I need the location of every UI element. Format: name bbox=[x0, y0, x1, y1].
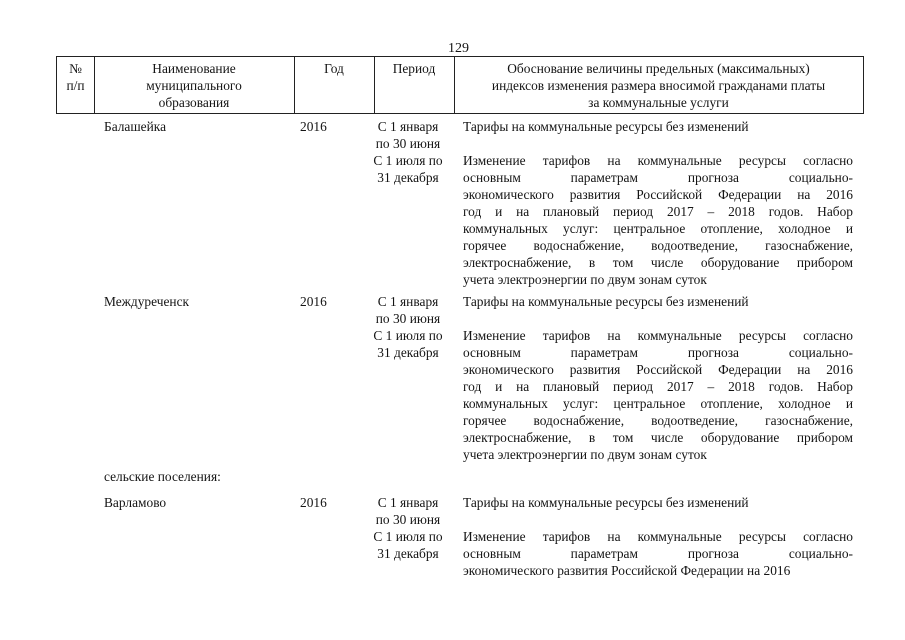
period-second-half bbox=[363, 152, 453, 186]
period-line: С 1 января bbox=[377, 495, 439, 510]
header-period: Период bbox=[392, 61, 436, 76]
justification-second bbox=[463, 528, 853, 579]
section-heading: сельские поселения: bbox=[104, 469, 221, 484]
justification-line: основным параметрам прогноза социально- bbox=[463, 546, 853, 561]
period-line: С 1 января bbox=[377, 119, 439, 134]
justification-line: горячее водоснабжение, водоотведение, газоснабжение, bbox=[463, 413, 853, 428]
justification-line: Изменение тарифов на коммунальные ресурсы согласно bbox=[463, 153, 853, 168]
header-name-line: муниципального bbox=[146, 78, 242, 93]
municipality-name: Балашейка bbox=[104, 119, 167, 134]
header-justification-line: Обоснование величины предельных (максимальных) bbox=[507, 61, 810, 76]
justification-first: Тарифы на коммунальные ресурсы без изменений bbox=[463, 294, 749, 309]
header-justification bbox=[454, 57, 863, 113]
municipality-name: Варламово bbox=[104, 495, 167, 510]
justification-first: Тарифы на коммунальные ресурсы без изменений bbox=[463, 119, 749, 134]
period-line: 31 декабря bbox=[377, 345, 439, 360]
justification-line: учета электроэнергии по двум зонам суток bbox=[463, 447, 707, 462]
period-line: по 30 июня bbox=[375, 311, 441, 326]
header-name bbox=[94, 57, 294, 113]
header-justification-line: за коммунальные услуги bbox=[588, 95, 729, 110]
justification-line: экономического развития Российской Федерации на 2016 bbox=[463, 563, 791, 578]
justification-line: основным параметрам прогноза социально- bbox=[463, 170, 853, 185]
period-first-half bbox=[363, 293, 453, 327]
header-number bbox=[57, 57, 94, 113]
justification-line: год и на плановый период 2017 – 2018 годов. Набор bbox=[463, 379, 853, 394]
justification-line: коммунальных услуг: центральное отопление, холодное и bbox=[463, 396, 853, 411]
header-year: Год bbox=[324, 61, 344, 76]
justification-line: Изменение тарифов на коммунальные ресурсы согласно bbox=[463, 529, 853, 544]
municipality-name: Междуреченск bbox=[104, 294, 190, 309]
period-second-half bbox=[363, 327, 453, 361]
justification-line: Изменение тарифов на коммунальные ресурсы согласно bbox=[463, 328, 853, 343]
justification-line: основным параметрам прогноза социально- bbox=[463, 345, 853, 360]
justification-line: экономического развития Российской Федерации на 2016 bbox=[463, 362, 853, 377]
justification-line: экономического развития Российской Федерации на 2016 bbox=[463, 187, 853, 202]
table-header bbox=[56, 56, 864, 114]
justification-line: коммунальных услуг: центральное отопление, холодное и bbox=[463, 221, 853, 236]
justification-line: учета электроэнергии по двум зонам суток bbox=[463, 272, 707, 287]
period-line: С 1 июля по bbox=[373, 328, 443, 343]
header-name-line: Наименование bbox=[152, 61, 236, 76]
period-first-half bbox=[363, 494, 453, 528]
header-name-line: образования bbox=[158, 95, 230, 110]
period-line: по 30 июня bbox=[375, 136, 441, 151]
period-line: С 1 июля по bbox=[373, 529, 443, 544]
period-second-half bbox=[363, 528, 453, 562]
period-line: С 1 января bbox=[377, 294, 439, 309]
year-cell: 2016 bbox=[300, 119, 327, 134]
justification-line: электроснабжение, в том числе оборудование прибором bbox=[463, 255, 853, 270]
page-number: 129 bbox=[448, 41, 469, 56]
justification-second bbox=[463, 152, 853, 288]
justification-line: год и на плановый период 2017 – 2018 годов. Набор bbox=[463, 204, 853, 219]
period-line: 31 декабря bbox=[377, 546, 439, 561]
header-justification-line: индексов изменения размера вносимой гражданами платы bbox=[491, 78, 826, 93]
justification-line: электроснабжение, в том числе оборудование прибором bbox=[463, 430, 853, 445]
justification-line: горячее водоснабжение, водоотведение, газоснабжение, bbox=[463, 238, 853, 253]
year-cell: 2016 bbox=[300, 294, 327, 309]
period-line: 31 декабря bbox=[377, 170, 439, 185]
period-first-half bbox=[363, 118, 453, 152]
header-number-line: № bbox=[69, 61, 82, 76]
justification-first: Тарифы на коммунальные ресурсы без изменений bbox=[463, 495, 749, 510]
justification-second bbox=[463, 327, 853, 463]
period-line: С 1 июля по bbox=[373, 153, 443, 168]
header-number-line: п/п bbox=[66, 78, 85, 93]
period-line: по 30 июня bbox=[375, 512, 441, 527]
year-cell: 2016 bbox=[300, 495, 327, 510]
